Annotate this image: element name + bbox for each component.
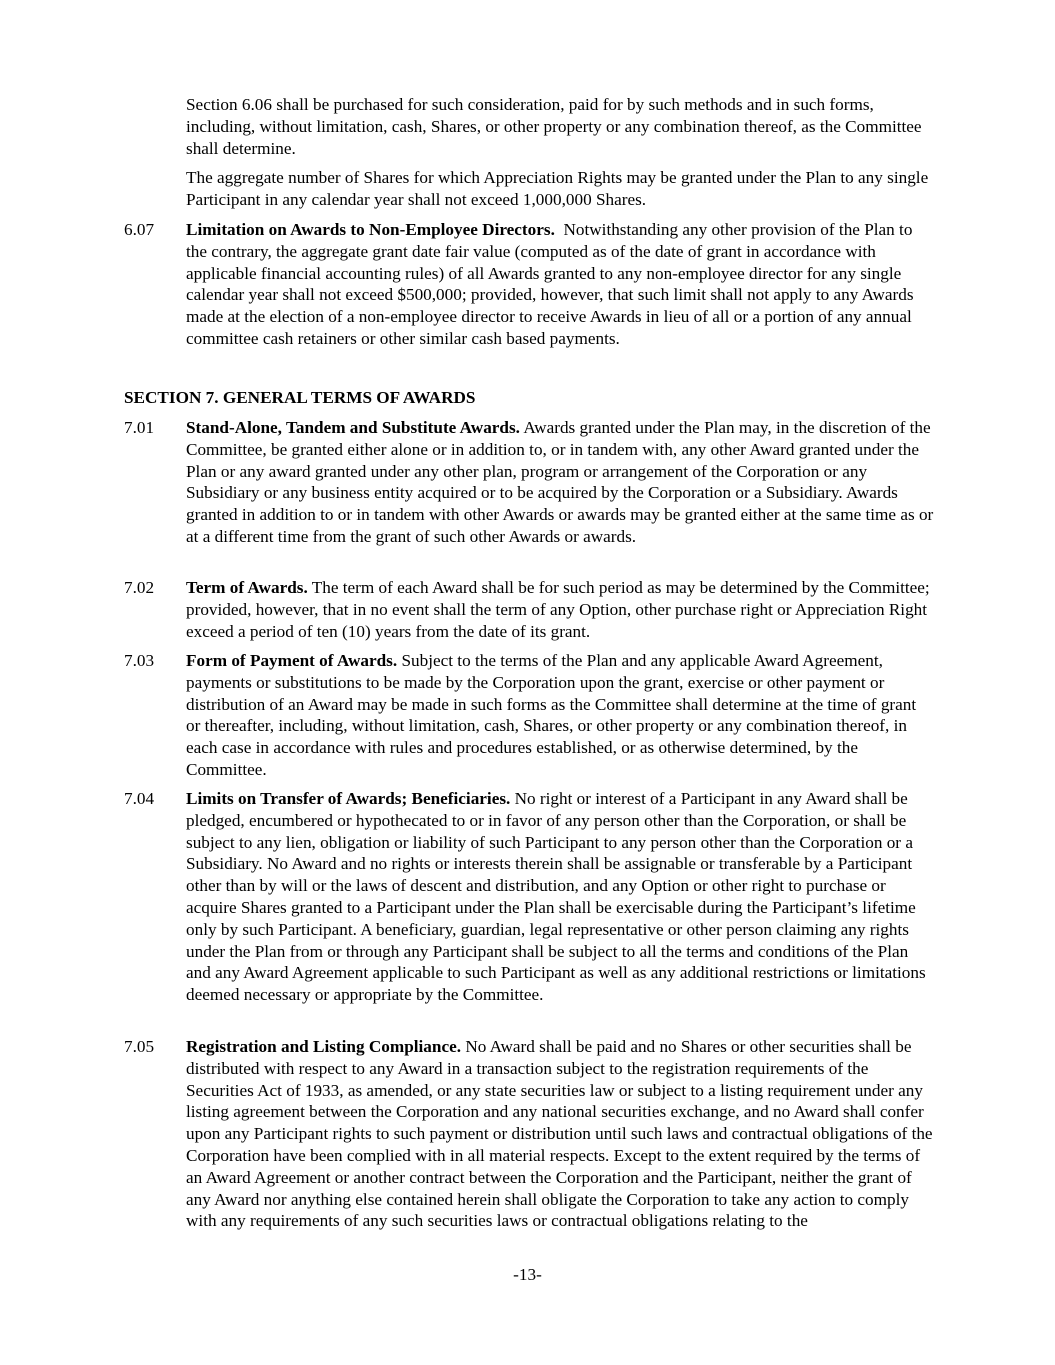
continuation-paragraph: Section 6.06 shall be purchased for such consideration, paid for by such methods and in such forms, including, without limitation, cash, Shares, or other property or any combination thereof, as the Committee shall determine. — [186, 95, 922, 158]
section-7-05 — [124, 1036, 934, 1232]
section-body — [186, 417, 934, 548]
section-title: Term of Awards. — [186, 578, 308, 597]
section-7-03 — [124, 650, 934, 781]
section-7-01 — [124, 417, 934, 548]
section-text: No Award shall be paid and no Shares or other securities shall be distributed with respect to any Award in a transaction subject to the registration requirements of the Securities Act of 1933, as amended, or any state securities law or subject to a listing requirement under any listing agreement between the Corporation and any national securities exchange, and no Award shall confer upon any Participant rights to such payment or distribution until such laws and contractual obligations of the Corporation have been complied with in all material respects. Except to the extent required by the terms of an Award Agreement or another contract between the Corporation and the Participant, neither the grant of any Award nor anything else contained herein shall obligate the Corporation to take any action to comply with any requirements of any such securities laws or contractual obligations relating to the — [186, 1037, 933, 1231]
section-body — [186, 577, 934, 642]
section-7-heading: SECTION 7. GENERAL TERMS OF AWARDS — [124, 388, 476, 407]
section-6-07 — [124, 219, 934, 350]
section-text: Notwithstanding any other provision of the Plan to the contrary, the aggregate grant date fair value (computed as of the date of grant in accordance with applicable financial accounting rules) of all Awards granted to any non-employee director for any single calendar year shall not exceed $500,000; provided, however, that such limit shall not apply to any Awards made at the election of a non-employee director to receive Awards in lieu of all or a portion of any annual committee cash retainers or other similar cash based payments. — [186, 220, 914, 348]
section-number: 7.02 — [124, 578, 155, 597]
section-text: Awards granted under the Plan may, in the discretion of the Committee, be granted either alone or in addition to, or in tandem with, any other Award granted under the Plan or any award granted under any other plan, program or arrangement of the Corporation or any Subsidiary or any business entity acquired or to be acquired by the Corporation or a Subsidiary. Awards granted in addition to or in tandem with other Awards or awards may be granted either at the same time as or at a different time from the grant of such other Awards or awards. — [186, 418, 934, 546]
section-number: 6.07 — [124, 220, 155, 239]
section-body — [186, 219, 934, 350]
section-text: No right or interest of a Participant in any Award shall be pledged, encumbered or hypothecated to or in favor of any person other than the Corporation, or shall be subject to any lien, obligation or liability of such Participant to any person other than the Corporation or a Subsidiary. No Award and no rights or interests therein shall be assignable or transferable by a Participant other than by will or the laws of descent and distribution, and any Option or other right to purchase or acquire Shares granted to a Participant under the Plan shall be exercisable during the Participant’s lifetime only by such Participant. A beneficiary, guardian, legal representative or other person claiming any rights under the Plan from or through any Participant shall be subject to all the terms and conditions of the Plan and any Award Agreement applicable to such Participant as well as any additional restrictions or limitations deemed necessary or appropriate by the Committee. — [186, 789, 926, 1005]
section-7-02 — [124, 577, 934, 642]
section-title: Limitation on Awards to Non-Employee Directors. — [186, 220, 555, 239]
section-title: Stand-Alone, Tandem and Substitute Awards. — [186, 418, 520, 437]
section-number: 7.01 — [124, 418, 155, 437]
section-text: Subject to the terms of the Plan and any applicable Award Agreement, payments or substitutions to be made by the Corporation upon the grant, exercise or other payment or distribution of an Award may be made in such forms as the Committee shall determine at the time of grant or thereafter, including, without limitation, cash, Shares, or other property or any combination thereof, in each case in accordance with rules and procedures established, or as otherwise determined, by the Committee. — [186, 651, 917, 779]
appreciation-rights-limit-paragraph: The aggregate number of Shares for which Appreciation Rights may be granted under the Plan to any single Participant in any calendar year shall not exceed 1,000,000 Shares. — [186, 168, 929, 209]
section-body — [186, 1036, 934, 1232]
section-7-04 — [124, 788, 934, 1006]
section-title: Limits on Transfer of Awards; Beneficiaries. — [186, 789, 511, 808]
section-title: Form of Payment of Awards. — [186, 651, 398, 670]
page-number: -13- — [513, 1265, 542, 1284]
section-body — [186, 650, 934, 781]
section-title: Registration and Listing Compliance. — [186, 1037, 462, 1056]
section-text: The term of each Award shall be for such period as may be determined by the Committee; provided, however, that in no event shall the term of any Option, other purchase right or Appreciation Right exceed a period of ten (10) years from the date of its grant. — [186, 578, 930, 641]
section-number: 7.03 — [124, 651, 155, 670]
section-number: 7.05 — [124, 1037, 155, 1056]
section-number: 7.04 — [124, 789, 155, 808]
section-body — [186, 788, 934, 1006]
